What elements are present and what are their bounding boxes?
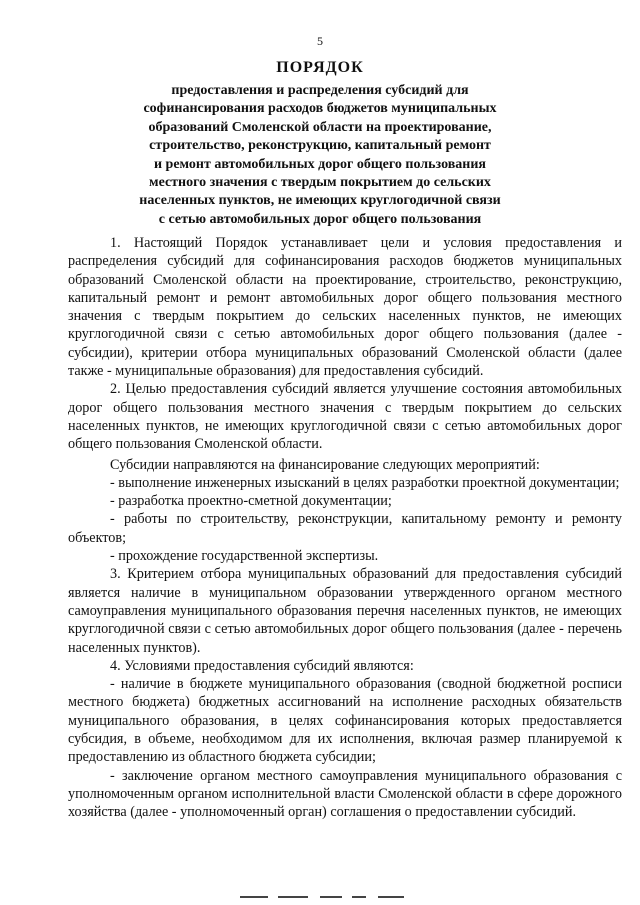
paragraph-3: 3. Критерием отбора муниципальных образований для предоставления субсидий является наличие в муниципальном образовании утвержденного органом местного самоуправления муниципального образования перечня населенных пунктов, не имеющих круглогодичной связи с сетью автомобильных дорог общего пользования (далее - перечень населенных пунктов). (68, 566, 622, 656)
subtitle-line: и ремонт автомобильных дорог общего пользования (153, 156, 487, 172)
paragraph-4: 4. Условиями предоставления субсидий являются: (110, 657, 414, 674)
page-number: 5 (317, 34, 323, 48)
paragraph-2: 2. Целью предоставления субсидий является улучшение состояния автомобильных дорог общего пользования местного значения с твердым покрытием до сельских населенных пунктов, не имеющих круглогодичной связи с сетью автомобильных дорог общего пользования Смоленской области. (68, 381, 622, 453)
list-item: - прохождение государственной экспертизы. (110, 548, 379, 565)
document-body (68, 234, 622, 822)
subtitle-line: с сетью автомобильных дорог общего пользования (158, 211, 482, 227)
subtitle-line: образований Смоленской области на проектирование, (148, 119, 492, 135)
scan-footer-marks (240, 896, 440, 900)
paragraph-1: 1. Настоящий Порядок устанавливает цели и условия предоставления и распределения субсидий для софинансирования расходов бюджетов муниципальных образований Смоленской области на проектирование, строительство, реконструкцию, капитальный ремонт и ремонт автомобильных дорог общего пользования местного значения с твердым покрытием до сельских населенных пунктов, не имеющих круглогодичной связи с сетью автомобильных дорог общего пользования (далее - субсидии), критерии отбора муниципальных образований Смоленской области (далее также - муниципальные образования) для предоставления субсидий. (68, 235, 622, 380)
title-block (60, 58, 580, 229)
paragraph-measures-intro: Субсидии направляются на финансирование следующих мероприятий: (110, 456, 540, 473)
list-item: - работы по строительству, реконструкции, капитальному ремонту и ремонту объектов; (68, 511, 622, 546)
subtitle-line: софинансирования расходов бюджетов муниципальных (143, 101, 497, 117)
document-title: ПОРЯДОК (276, 59, 364, 76)
subtitle-line: местного значения с твердым покрытием до сельских (149, 175, 491, 191)
list-item: - разработка проектно-сметной документации; (110, 493, 392, 510)
subtitle-line: предоставления и распределения субсидий для (171, 83, 469, 98)
list-item: - наличие в бюджете муниципального образования (сводной бюджетной росписи местного бюджета) бюджетных ассигнований на исполнение расходных обязательств муниципального образования, в целях софинансирования которых предоставляется субсидия, в объеме, необходимом для их исполнения, включая размер планируемой к предоставлению из областного бюджета субсидии; (68, 676, 622, 766)
list-item: - заключение органом местного самоуправления муниципального образования с уполномоченным органом исполнительной власти Смоленской области в сфере дорожного хозяйства (далее - уполномоченный орган) соглашения о предоставлении субсидий. (68, 767, 622, 821)
subtitle-line: населенных пунктов, не имеющих круглогодичной связи (139, 193, 501, 209)
subtitle-line: строительство, реконструкцию, капитальный ремонт (149, 138, 491, 154)
list-item: - выполнение инженерных изысканий в целях разработки проектной документации; (110, 474, 620, 491)
